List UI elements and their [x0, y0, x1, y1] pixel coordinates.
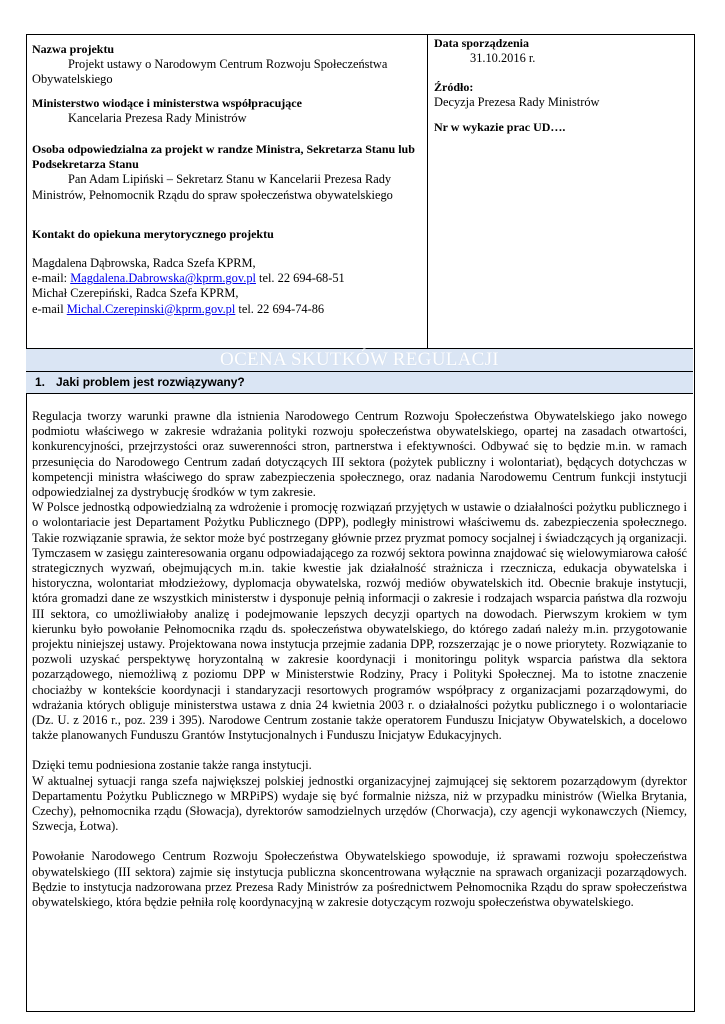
paragraph: Dzięki temu podniesiona zostanie także ranga instytucji.	[32, 758, 312, 773]
contact-email-line	[32, 271, 424, 286]
contact-email-line	[32, 302, 424, 317]
date-label: Data sporządzenia	[434, 36, 529, 50]
email-link[interactable]: Magdalena.Dabrowska@kprm.gov.pl	[70, 271, 256, 286]
section-banner: OCENA SKUTKÓW REGULACJI	[26, 349, 693, 372]
project-info-cell	[26, 34, 428, 348]
list-number-label: Nr w wykazie prac UD….	[434, 120, 566, 134]
contact-phone: tel. 22 694-74-86	[235, 301, 325, 316]
project-name: Projekt ustawy o Narodowym Centrum Rozwoju Społeczeństwa Obywatelskiego	[32, 57, 388, 87]
paragraph: W Polsce jednostką odpowiedzialną za wdrożenie i promocję rozwiązań przyjętych w ustawie o działalności pożytku publicznego i o wolontariacie jest Departament Pożytku Publicznego (DPP), podległy ministrowi właściwemu ds. zabezpieczenia społecznego. Takie rozwiązanie sprawia, że sektor może być postrzegany głównie przez pryzmat pomocy socjalnej i świadczących ją organizacji. Tymczasem w zasięgu zainteresowania organu odpowiadającego za rozwój sektora powinna znajdować się wielowymiarowa całość strategicznych wyzwań, obejmujących m.in. takie kwestie jak działalność strażnicza i rzecznicza, edukacja obywatelska i historyczna, wolontariat młodzieżowy, dyplomacja obywatelska, rozwój mediów obywatelskich itd. Obecnie brakuje instytucji, która gromadzi dane ze wszystkich ministerstw i dysponuje pełnią informacji o zakresie i rodzajach wsparcia państwa dla rozwoju III sektora, co umożliwiałoby analizę i podejmowanie lepszych decyzji opartych na dowodach. Pierwszym krokiem w tym kierunku było powołanie Pełnomocnika rządu ds. społeczeństwa obywatelskiego, do którego zadań należy m.in. przygotowanie projektu niniejszej ustawy. Projektowana nowa instytucja przejmie zadania DPP, rozszerzając je o nowe priorytety. Rozwiązanie to pozwoli uzyskać perspektywę horyzontalną w zakresie koordynacji i monitoringu polityk wsparcia państwa dla sektora pozarządowego, niemożliwą z poziomu DPP w Ministerstwie Rodziny, Pracy i Polityki Społecznej. Ma to istotne znaczenie chociażby w kontekście koordynacji i standaryzacji resortowych programów współpracy z organizacjami pozarządowymi, do wdrażania których obliguje ministerstwa ustawa z dnia 24 kwietnia 2003 r. o działalności pożytku publicznego i o wolontariacie (Dz. U. z 2016 r., poz. 239 i 395). Narodowe Centrum zostanie także operatorem Funduszu Inicjatyw Obywatelskich, a docelowo także planowanych Funduszu Grantów Instytucjonalnych i Funduszu Inicjatyw Edukacyjnych.	[32, 500, 687, 743]
paragraph-gap	[32, 743, 687, 758]
document-page	[26, 34, 695, 1012]
paragraph: W aktualnej sytuacji ranga szefa największej polskiej jednostki organizacyjnej zajmującej się sektorem pozarządowym (dyrektor Departamentu Pożytku Publicznego w MRPiPS) wydaje się być formalnie niższa, niż w przypadku ministrów (Wielka Brytania, Czechy), pełnomocnika rządu (Słowacja), dyrektorów samodzielnych urzędów (Chorwacja), czy agencji wykonawczych (Niemcy, Szwecja, Łotwa).	[32, 773, 687, 834]
person-block	[32, 142, 424, 203]
paragraph-gap	[32, 834, 687, 849]
ministry-name: Kancelaria Prezesa Rady Ministrów	[68, 111, 247, 126]
person-label: Osoba odpowiedzialna za projekt w randze Ministra, Sekretarza Stanu lub Podsekretarza Stanu	[32, 142, 415, 172]
contact-list	[32, 256, 424, 317]
source-label: Źródło:	[434, 80, 474, 94]
project-label: Nazwa projektu	[32, 42, 115, 56]
contact-label: Kontakt do opiekuna merytorycznego projektu	[32, 227, 274, 241]
section-title: Jaki problem jest rozwiązywany?	[56, 375, 245, 389]
list-number-block	[434, 120, 689, 135]
contact-name: Michał Czerepiński, Radca Szefa KPRM,	[32, 286, 239, 301]
section-1-heading	[26, 372, 693, 394]
source-block	[434, 80, 689, 110]
email-prefix: e-mail:	[32, 271, 71, 286]
person-name: Pan Adam Lipiński – Sekretarz Stanu w Kancelarii Prezesa Rady Ministrów, Pełnomocnik Rządu do spraw społeczeństwa obywatelskiego	[32, 172, 393, 202]
ministry-block	[32, 96, 424, 126]
contact-name: Magdalena Dąbrowska, Radca Szefa KPRM,	[32, 256, 256, 270]
paragraph: Powołanie Narodowego Centrum Rozwoju Społeczeństwa Obywatelskiego spowoduje, iż sprawami rozwoju społeczeństwa obywatelskiego (III sektora) zajmie się instytucja publiczna skoncentrowana wyłącznie na sprawach organizacji pozarządowych. Będzie to instytucja nadzorowana przez Prezesa Rady Ministrów za pośrednictwem Pełnomocnika Rządu do spraw społeczeństwa obywatelskiego, która będzie pełniła rolę koordynacyjną w zakresie dotyczącym rozwoju społeczeństwa obywatelskiego.	[32, 849, 687, 910]
project-block	[32, 42, 424, 88]
contact-phone: tel. 22 694-68-51	[255, 271, 345, 286]
paragraph: Regulacja tworzy warunki prawne dla istnienia Narodowego Centrum Rozwoju Społeczeństwa Obywatelskiego jako nowego podmiotu właściwego w zakresie wdrażania polityki rozwoju społeczeństwa obywatelskiego, opartej na zasadach otwartości, konkurencyjności, przejrzystości oraz suwerenności stron, partnerstwa i efektywności. Odbywać się to będzie m.in. w ramach przesunięcia do Narodowego Centrum zadań dotyczących III sektora (pożytek publiczny i wolontariat), będących dotychczas w kompetencji ministra właściwego do spraw zabezpieczenia społecznego, oraz nadania Narodowemu Centrum funkcji instytucji odpowiedzialnej za dystrybucję środków w tym zakresie.	[32, 409, 687, 500]
section-number: 1.	[35, 375, 46, 389]
date-value: 31.10.2016 r.	[470, 51, 536, 66]
contact-block	[32, 227, 424, 242]
date-block	[434, 36, 689, 66]
email-link[interactable]: Michal.Czerepinski@kprm.gov.pl	[66, 301, 236, 316]
ministry-label: Ministerstwo wiodące i ministerstwa współpracujące	[32, 96, 302, 110]
email-prefix: e-mail	[32, 301, 67, 316]
problem-description	[32, 409, 687, 910]
source-value: Decyzja Prezesa Rady Ministrów	[434, 95, 600, 110]
